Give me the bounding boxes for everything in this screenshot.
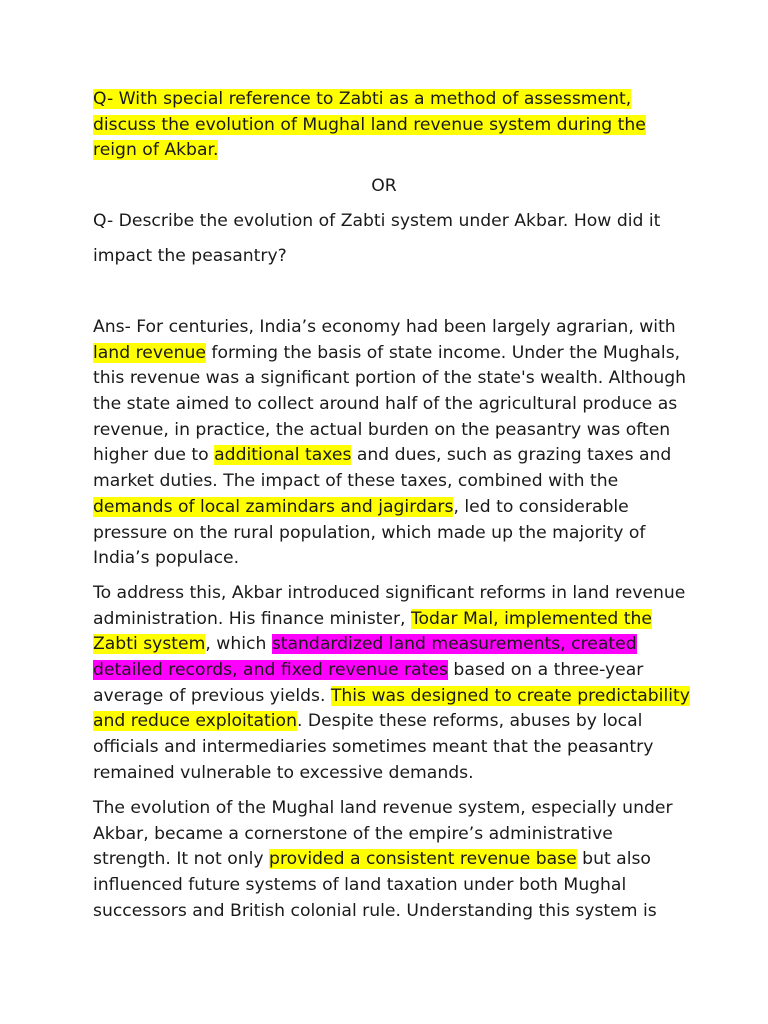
text-span: , which [205,634,272,655]
highlight-yellow: and reduce exploitation [93,711,297,732]
highlight-yellow: land revenue [93,342,206,363]
highlight-yellow: Q- With special reference to Zabti as a method of assessment, [93,89,632,109]
text-line [93,443,683,469]
text-span: administration. His finance minister, [93,608,411,629]
text-span: strength. It not only [93,849,270,870]
question-2-line-2: impact the peasantry? [93,246,287,266]
text-span: . Despite these reforms, abuses by local [296,711,643,732]
text-line: Akbar, became a cornerstone of the empire’s administrative [93,823,613,844]
highlight-yellow: This was designed to create predictability [330,685,690,706]
text-line: the state aimed to collect around half of the agricultural produce as [93,394,678,415]
text-span: based on a three-year [447,660,644,681]
question-2-line-1: Q- Describe the evolution of Zabti system under Akbar. How did it [93,211,661,231]
text-line: successors and British colonial rule. Understanding this system is [93,900,657,921]
or-separator: OR [371,176,397,196]
text-line [93,658,683,684]
text-line: India’s populace. [93,548,240,569]
text-line: Ans- For centuries, India’s economy had been largely agrarian, with [93,317,676,337]
highlight-yellow: additional taxes [214,445,352,466]
answer-paragraph-1 [93,315,687,572]
highlight-magenta: detailed records, and fixed revenue rates [93,660,448,681]
text-span: but also [576,849,651,870]
text-span: , led to considerable [453,496,629,517]
text-line [93,847,683,873]
text-line [93,495,683,521]
highlight-yellow: Todar Mal, implemented the [410,608,652,629]
text-line: To address this, Akbar introduced significant reforms in land revenue [93,583,686,603]
answer-paragraph-2 [93,581,690,787]
text-span: and dues, such as grazing taxes and [351,445,672,466]
highlight-magenta: standardized land measurements, created [271,634,637,655]
highlight-yellow: demands of local zamindars and jagirdars [93,496,454,517]
question-1-line-1 [93,87,683,113]
text-line [93,709,683,735]
answer-paragraph-3 [93,796,683,924]
question-1 [93,87,683,164]
text-span: higher due to [93,445,215,466]
text-line: officials and intermediaries sometimes meant that the peasantry [93,737,654,758]
text-span: average of previous yields. [93,685,331,706]
text-line [93,341,683,367]
highlight-yellow: provided a consistent revenue base [269,849,577,870]
text-line [93,632,683,658]
text-line [93,684,690,710]
text-line: influenced future systems of land taxation under both Mughal [93,875,627,896]
text-line: revenue, in practice, the actual burden on the peasantry was often [93,419,671,440]
question-1-line-2 [93,113,683,139]
highlight-yellow: discuss the evolution of Mughal land revenue system during the [93,114,646,135]
text-line: this revenue was a significant portion of the state's wealth. Although [93,368,687,389]
text-line: remained vulnerable to excessive demands. [93,762,474,783]
question-1-line-3 [93,138,683,164]
text-line: market duties. The impact of these taxes, combined with the [93,471,619,492]
text-line: pressure on the rural population, which made up the majority of [93,522,646,543]
text-line [93,607,683,633]
highlight-yellow: Zabti system [93,634,206,655]
highlight-yellow: reign of Akbar. [93,140,219,161]
text-span: forming the basis of state income. Under the Mughals, [205,342,681,363]
text-line: The evolution of the Mughal land revenue system, especially under [93,798,673,818]
